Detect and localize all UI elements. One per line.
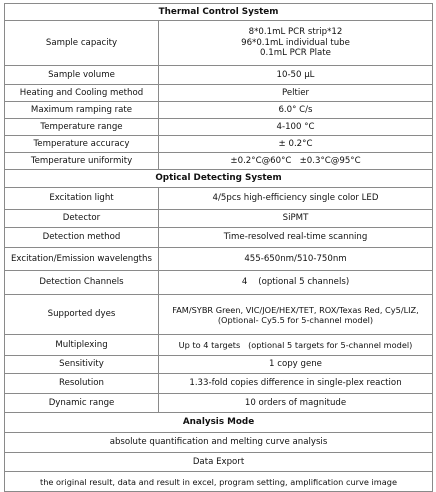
- spec-row-sample-volume: [5, 66, 433, 85]
- spec-label: Excitation/Emission wavelengths: [5, 248, 159, 271]
- analysis-mode-text: absolute quantification and melting curve analysis: [5, 433, 433, 453]
- spec-label: Temperature accuracy: [5, 136, 159, 153]
- spec-row-resolution: [5, 374, 433, 394]
- spec-value-line: 8*0.1mL PCR strip*12: [248, 27, 343, 38]
- spec-row-sensitivity: [5, 356, 433, 374]
- spec-label: Detector: [5, 210, 159, 228]
- spec-value: 4-100 °C: [159, 119, 433, 136]
- spec-label: Heating and Cooling method: [5, 85, 159, 102]
- spec-label: Supported dyes: [5, 295, 159, 335]
- section-title-analysis: Analysis Mode: [5, 413, 433, 433]
- spec-row-temperature-range: [5, 119, 433, 136]
- spec-label: Dynamic range: [5, 394, 159, 413]
- spec-value: SiPMT: [159, 210, 433, 228]
- spec-row-detection-method: [5, 228, 433, 248]
- spec-row-supported-dyes: [5, 295, 433, 335]
- spec-label: Detection method: [5, 228, 159, 248]
- data-export-title: Data Export: [5, 453, 433, 472]
- spec-value: [159, 21, 433, 66]
- spec-row-dynamic-range: [5, 394, 433, 413]
- spec-value: 455-650nm/510-750nm: [159, 248, 433, 271]
- analysis-mode-row: [5, 433, 433, 453]
- spec-label: Multiplexing: [5, 335, 159, 356]
- spec-value: 10 orders of magnitude: [159, 394, 433, 413]
- spec-value: 4 (optional 5 channels): [159, 271, 433, 295]
- spec-value: 1.33-fold copies difference in single-plex reaction: [159, 374, 433, 394]
- spec-value: Time-resolved real-time scanning: [159, 228, 433, 248]
- spec-label: Maximum ramping rate: [5, 102, 159, 119]
- spec-value: Peltier: [159, 85, 433, 102]
- spec-label: Temperature uniformity: [5, 153, 159, 170]
- spec-row-temperature-uniformity: [5, 153, 433, 170]
- section-title-optical: Optical Detecting System: [5, 170, 433, 188]
- section-title-thermal: Thermal Control System: [5, 4, 433, 21]
- spec-label: Temperature range: [5, 119, 159, 136]
- data-export-header-row: [5, 453, 433, 472]
- section-header-row: [5, 413, 433, 433]
- spec-value: ± 0.2°C: [159, 136, 433, 153]
- spec-value: [159, 295, 433, 335]
- section-header-row: [5, 170, 433, 188]
- spec-row-wavelengths: [5, 248, 433, 271]
- spec-row-detector: [5, 210, 433, 228]
- spec-row-temperature-accuracy: [5, 136, 433, 153]
- data-export-text: the original result, data and result in excel, program setting, amplification curve image: [5, 472, 433, 492]
- spec-label: Sample volume: [5, 66, 159, 85]
- spec-value-line: 96*0.1mL individual tube: [241, 37, 350, 48]
- spec-label: Resolution: [5, 374, 159, 394]
- spec-row-sample-capacity: [5, 21, 433, 66]
- spec-label: Sensitivity: [5, 356, 159, 374]
- spec-row-detection-channels: [5, 271, 433, 295]
- spec-value: Up to 4 targets (optional 5 targets for 5-channel model): [159, 335, 433, 356]
- spec-value-line: FAM/SYBR Green, VIC/JOE/HEX/TET, ROX/Texas Red, Cy5/LIZ,: [172, 304, 419, 315]
- spec-label: Excitation light: [5, 188, 159, 210]
- spec-value: 1 copy gene: [159, 356, 433, 374]
- spec-row-multiplexing: [5, 335, 433, 356]
- spec-label: Sample capacity: [5, 21, 159, 66]
- spec-label: Detection Channels: [5, 271, 159, 295]
- spec-value-line: 0.1mL PCR Plate: [260, 48, 331, 59]
- spec-value: ±0.2°C@60°C ±0.3°C@95°C: [159, 153, 433, 170]
- spec-value: 6.0° C/s: [159, 102, 433, 119]
- section-header-row: [5, 4, 433, 21]
- data-export-row: [5, 472, 433, 492]
- spec-table: [4, 3, 433, 492]
- spec-row-excitation-light: [5, 188, 433, 210]
- spec-value: 4/5pcs high-efficiency single color LED: [159, 188, 433, 210]
- spec-row-heating-cooling: [5, 85, 433, 102]
- spec-value: 10-50 μL: [159, 66, 433, 85]
- spec-value-line: (Optional- Cy5.5 for 5-channel model): [217, 314, 374, 325]
- spec-sheet: [4, 3, 432, 487]
- spec-row-ramping-rate: [5, 102, 433, 119]
